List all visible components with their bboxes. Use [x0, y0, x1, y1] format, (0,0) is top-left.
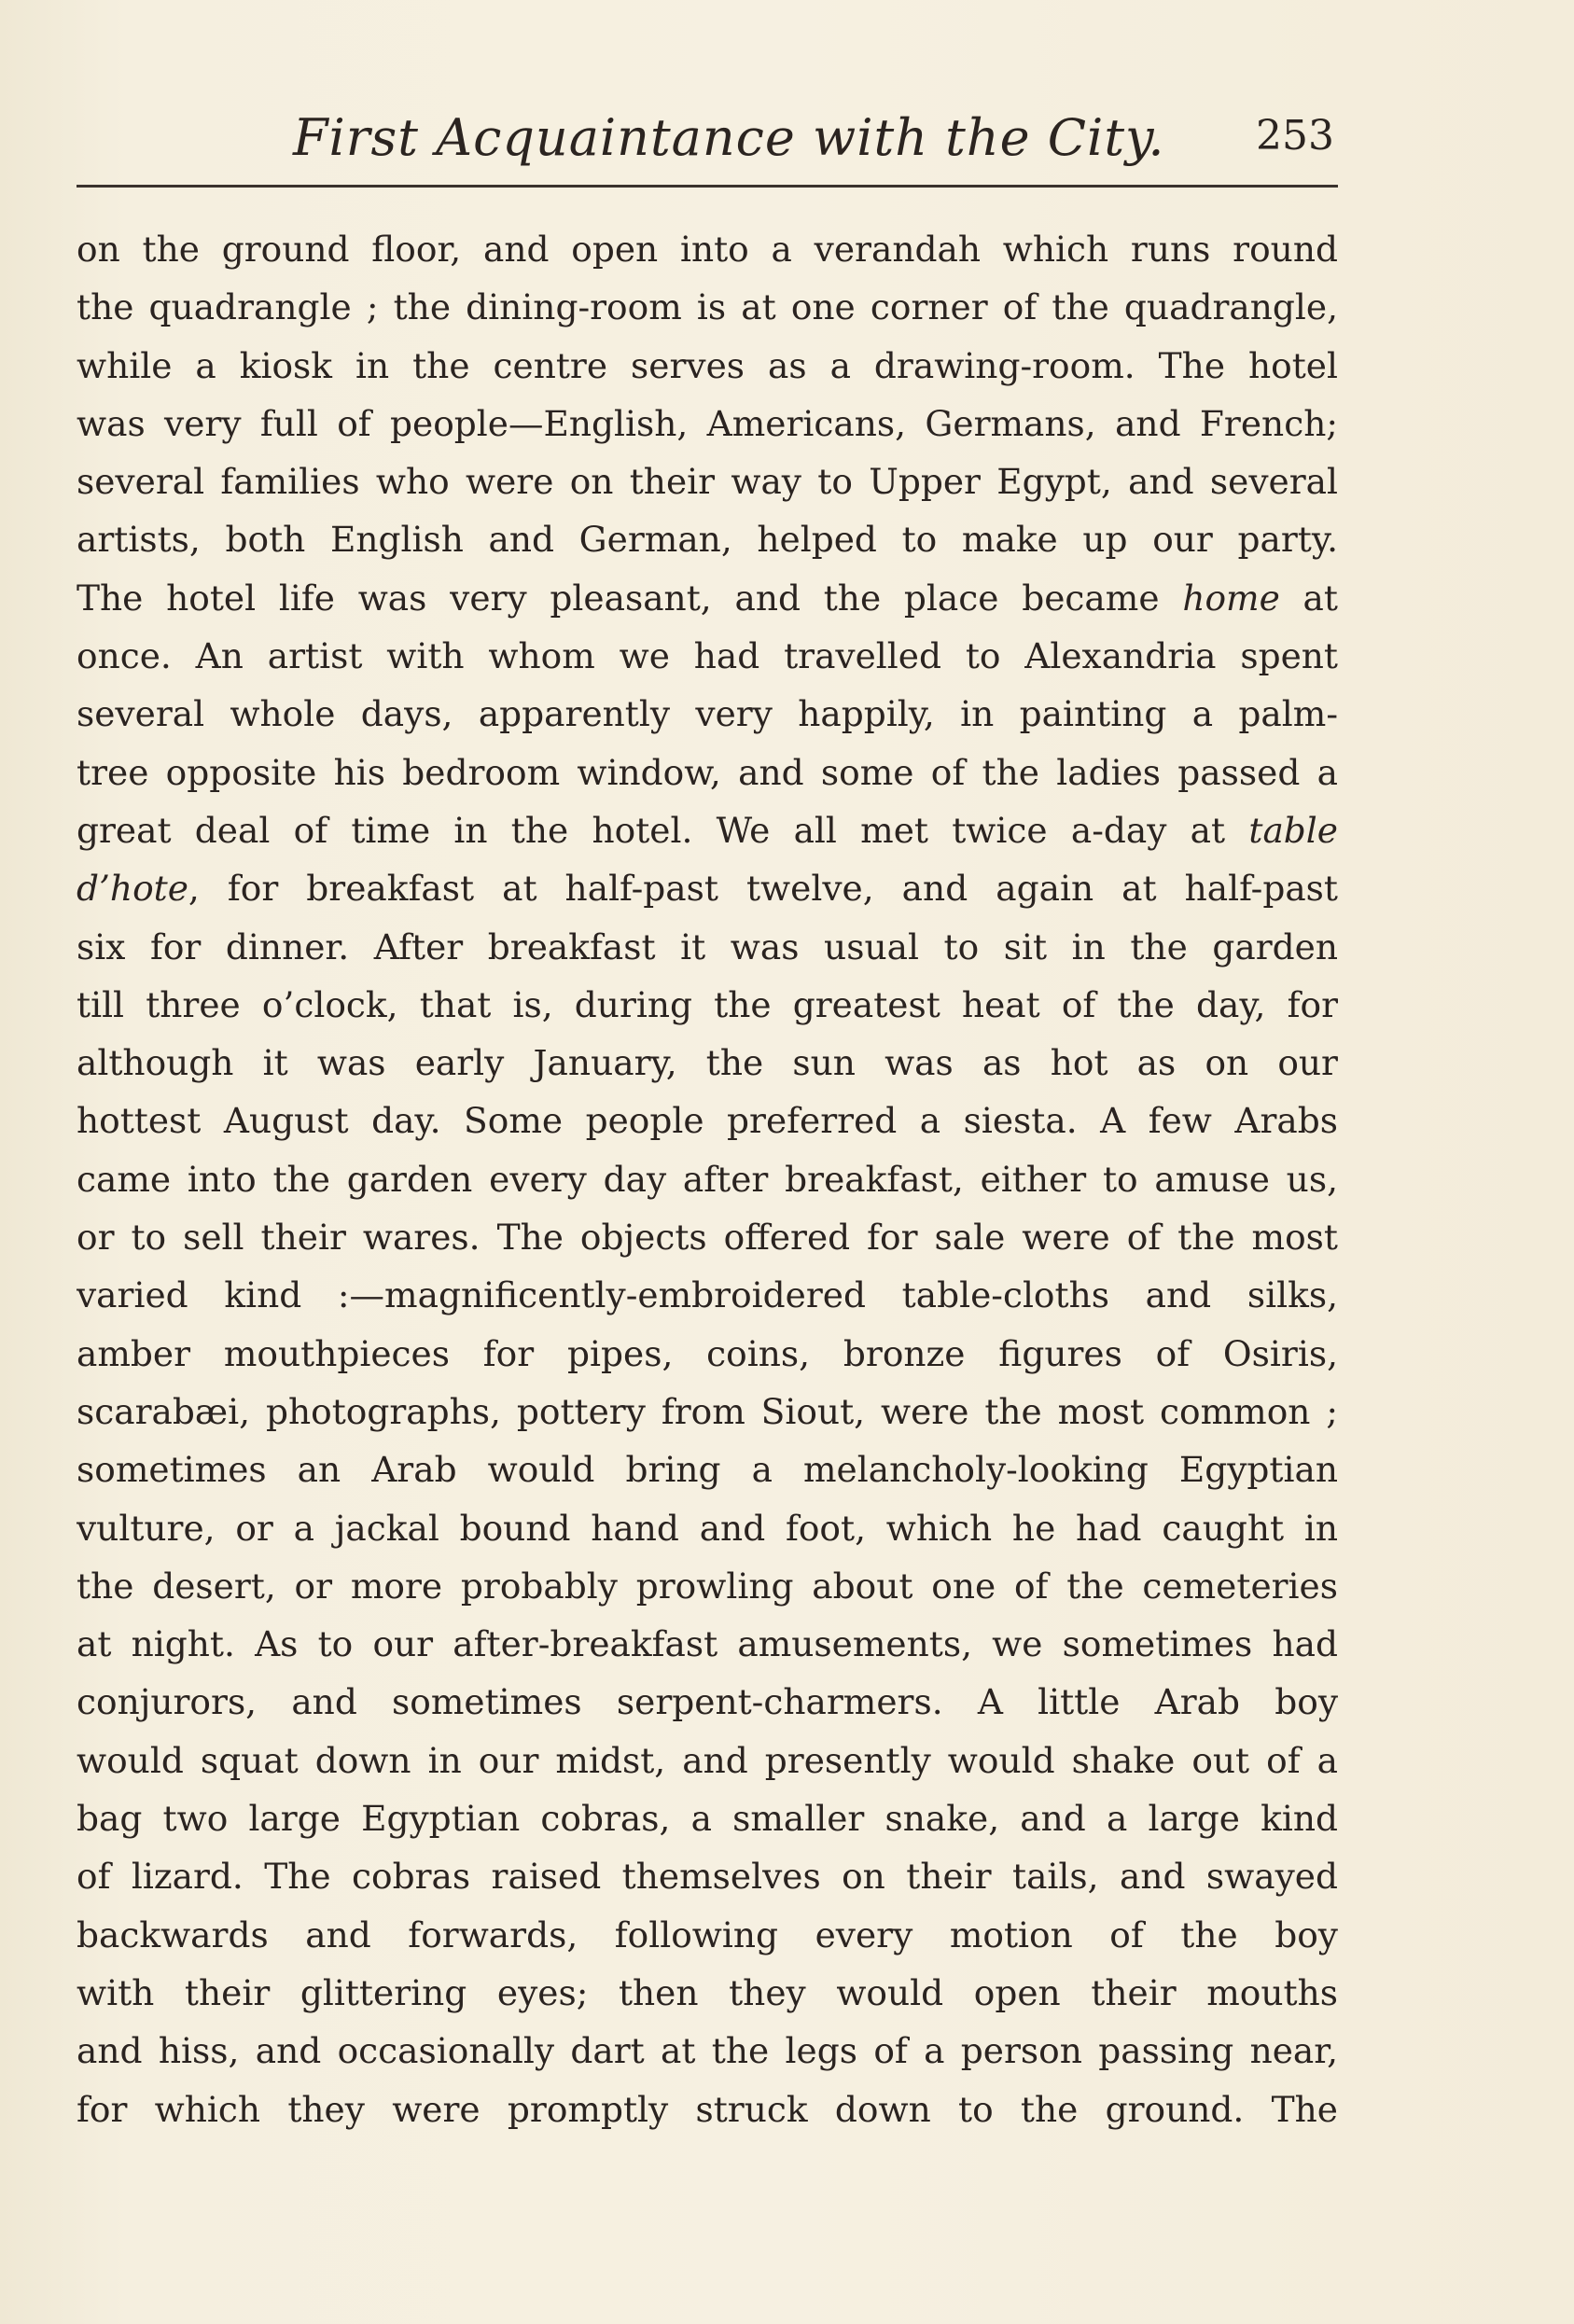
- text-line: backwards and forwards, following every motion of the boy: [77, 1913, 1338, 1955]
- text-line: once. An artist with whom we had travelled to Alexandria spent: [77, 635, 1338, 677]
- italic-text: d’hote: [77, 868, 188, 910]
- page-number: 253: [1256, 112, 1334, 160]
- running-title: First Acquaintance with the City.: [293, 108, 1165, 167]
- text-line: was very full of people—English, Americans, Germans, and French;: [77, 402, 1338, 444]
- text-line: would squat down in our midst, and presently would shake out of a: [77, 1739, 1338, 1781]
- text-line: the quadrangle ; the dining-room is at one corner of the quadrangle,: [77, 286, 1338, 328]
- text-line: hottest August day. Some people preferred a siesta. A few Arabs: [77, 1100, 1338, 1142]
- text-line: six for dinner. After breakfast it was usual to sit in the garden: [77, 925, 1338, 967]
- text-line: The hotel life was very pleasant, and the place became home at: [77, 577, 1338, 619]
- text-line: and hiss, and occasionally dart at the legs of a person passing near,: [77, 2030, 1338, 2072]
- text-line: although it was early January, the sun was as hot as on our: [77, 1042, 1338, 1084]
- text-line: at night. As to our after-breakfast amusements, we sometimes had: [77, 1623, 1338, 1665]
- text-line: several whole days, apparently very happily, in painting a palm-: [77, 693, 1338, 735]
- text-line: on the ground floor, and open into a verandah which runs round: [77, 229, 1338, 270]
- text-line: artists, both English and German, helped to make up our party.: [77, 519, 1338, 561]
- text-line: sometimes an Arab would bring a melancholy-looking Egyptian: [77, 1449, 1338, 1491]
- text-line: with their glittering eyes; then they would open their mouths: [77, 1971, 1338, 2013]
- text-line: scarabæi, photographs, pottery from Siout, were the most common ;: [77, 1390, 1338, 1432]
- text-line: of lizard. The cobras raised themselves on their tails, and swayed: [77, 1856, 1338, 1898]
- text-line: great deal of time in the hotel. We all met twice a-day at table: [77, 809, 1338, 851]
- header-rule: [77, 185, 1338, 188]
- text-line: the desert, or more probably prowling about one of the cemeteries: [77, 1565, 1338, 1607]
- italic-text: home: [1182, 577, 1280, 619]
- text-line: came into the garden every day after breakfast, either to amuse us,: [77, 1158, 1338, 1200]
- text-line: amber mouthpieces for pipes, coins, bronze figures of Osiris,: [77, 1332, 1338, 1374]
- text-line: or to sell their wares. The objects offered for sale were of the most: [77, 1217, 1338, 1259]
- text-line: while a kiosk in the centre serves as a drawing-room. The hotel: [77, 344, 1338, 386]
- running-head: [77, 101, 1338, 175]
- text-line: several families who were on their way to Upper Egypt, and several: [77, 461, 1338, 503]
- text-line: till three o’clock, that is, during the greatest heat of the day, for: [77, 983, 1338, 1025]
- text-line: vulture, or a jackal bound hand and foot, which he had caught in: [77, 1507, 1338, 1549]
- text-line: d’hote, for breakfast at half-past twelve, and again at half-past: [77, 868, 1338, 910]
- italic-text: table: [1248, 809, 1338, 851]
- body-text: [77, 220, 1338, 2138]
- text-line: for which they were promptly struck down to the ground. The: [77, 2088, 1338, 2130]
- text-line: tree opposite his bedroom window, and some of the ladies passed a: [77, 751, 1338, 793]
- text-line: conjurors, and sometimes serpent-charmers. A little Arab boy: [77, 1681, 1338, 1723]
- text-line: bag two large Egyptian cobras, a smaller snake, and a large kind: [77, 1798, 1338, 1840]
- text-line: varied kind :—magnificently-embroidered table-cloths and silks,: [77, 1274, 1338, 1316]
